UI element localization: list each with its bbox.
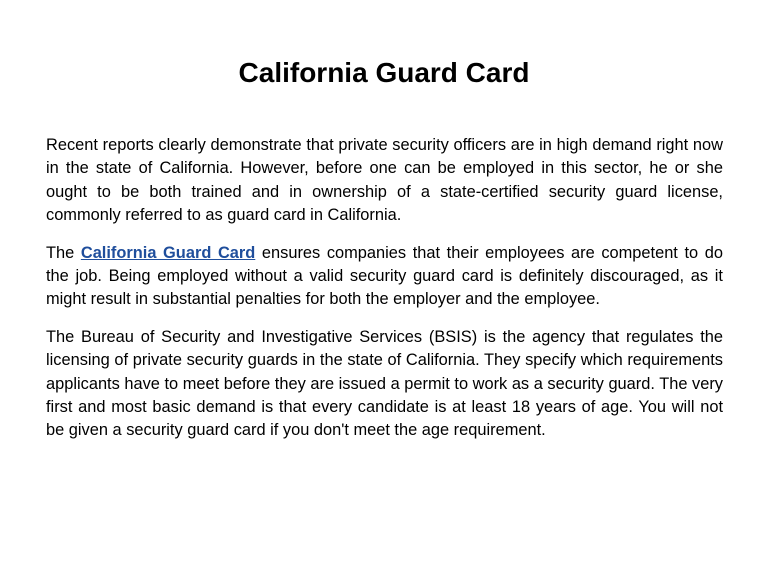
california-guard-card-link[interactable]: California Guard Card bbox=[80, 243, 256, 262]
paragraph-guard-card-lead: The bbox=[46, 243, 81, 262]
paragraph-intro: Recent reports clearly demonstrate that private security officers are in high demand right now in the state of California. However, before one can be employed in this sector, he or she ought to be both trained and in ownership of a state-certified security guard license, commonly referred to as guard card in California. bbox=[46, 136, 723, 225]
paragraph-guard-card-rest: ensures companies that their employees are competent to do the job. Being employed without a valid security guard card is definitely discouraged, as it might result in substantial penalties for both the employer and the employee. bbox=[46, 243, 723, 309]
paragraph-guard-card bbox=[46, 242, 723, 312]
page-title: California Guard Card bbox=[238, 57, 530, 88]
paragraph-bsis: The Bureau of Security and Investigative Services (BSIS) is the agency that regulates the licensing of private security guards in the state of California. They specify which requirements applicants have to meet before they are issued a permit to work as a security guard. The very first and most basic demand is that every candidate is at least 18 years of age. You will not be given a security guard card if you don't meet the age requirement. bbox=[46, 327, 723, 440]
body-content bbox=[46, 134, 723, 457]
